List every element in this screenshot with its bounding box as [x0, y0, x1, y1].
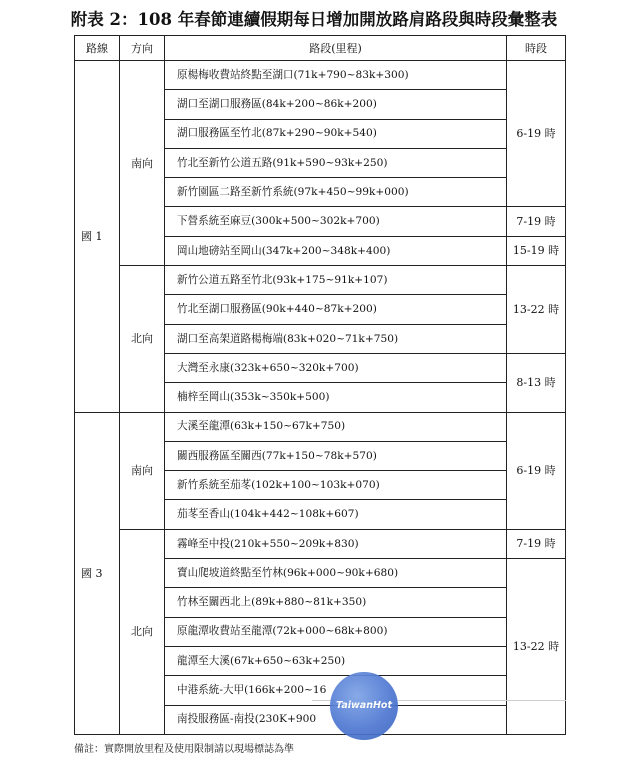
segment-cell: 湖口服務區至竹北(87k+290~90k+540) [165, 119, 507, 148]
header-segment: 路段(里程) [165, 36, 507, 61]
direction-cell: 北向 [120, 529, 165, 734]
direction-cell: 南向 [120, 412, 165, 529]
table-row [75, 412, 566, 441]
segment-cell: 霧峰至中投(210k+550~209k+830) [165, 529, 507, 558]
segment-cell: 大溪至龍潭(63k+150~67k+750) [165, 412, 507, 441]
time-cell: 8-13 時 [507, 353, 566, 412]
footnote: 備註：實際開放里程及使用限制請以現場標誌為準 [74, 744, 294, 755]
taiwanhot-watermark-logo [330, 672, 398, 740]
shoulder-schedule-table [74, 35, 566, 735]
segment-cell: 下營系統至麻豆(300k+500~302k+700) [165, 207, 507, 236]
header-direction: 方向 [120, 36, 165, 61]
time-cell: 13-22 時 [507, 559, 566, 735]
table-row [75, 61, 566, 90]
direction-cell: 南向 [120, 61, 165, 266]
segment-cell: 中港系統-大甲(166k+200~16 [165, 676, 507, 705]
segment-cell: 新竹系統至茄苳(102k+100~103k+070) [165, 471, 507, 500]
header-row [75, 36, 566, 61]
table-row [75, 266, 566, 295]
segment-cell: 新竹公道五路至竹北(93k+175~91k+107) [165, 266, 507, 295]
segment-cell: 湖口至湖口服務區(84k+200~86k+200) [165, 90, 507, 119]
segment-cell: 楠梓至岡山(353k~350k+500) [165, 383, 507, 412]
time-cell: 7-19 時 [507, 207, 566, 236]
road-cell: 國 1 [75, 61, 120, 413]
segment-cell: 寶山爬坡道終點至竹林(96k+000~90k+680) [165, 559, 507, 588]
time-cell: 13-22 時 [507, 266, 566, 354]
watermark-line-right [398, 700, 566, 701]
segment-cell: 原楊梅收費站終點至湖口(71k+790~83k+300) [165, 61, 507, 90]
document-title: 附表 2：108 年春節連續假期每日增加開放路肩路段與時段彙整表 [70, 10, 558, 29]
segment-cell: 茄苳至香山(104k+442~108k+607) [165, 500, 507, 529]
segment-cell: 關西服務區至關西(77k+150~78k+570) [165, 441, 507, 470]
direction-cell: 北向 [120, 266, 165, 412]
segment-cell: 湖口至高架道路楊梅端(83k+020~71k+750) [165, 324, 507, 353]
time-cell: 15-19 時 [507, 236, 566, 265]
header-time: 時段 [507, 36, 566, 61]
segment-cell: 新竹園區二路至新竹系統(97k+450~99k+000) [165, 178, 507, 207]
segment-cell: 龍潭至大溪(67k+650~63k+250) [165, 646, 507, 675]
segment-cell: 大灣至永康(323k+650~320k+700) [165, 353, 507, 382]
table-row [75, 529, 566, 558]
segment-cell: 竹北至湖口服務區(90k+440~87k+200) [165, 295, 507, 324]
header-road: 路線 [75, 36, 120, 61]
road-cell: 國 3 [75, 412, 120, 734]
segment-cell: 竹北至新竹公道五路(91k+590~93k+250) [165, 148, 507, 177]
time-cell: 6-19 時 [507, 61, 566, 207]
time-cell: 6-19 時 [507, 412, 566, 529]
segment-cell: 竹林至關西北上(89k+880~81k+350) [165, 588, 507, 617]
watermark-text: TaiwanHot [336, 700, 392, 711]
time-cell: 7-19 時 [507, 529, 566, 558]
segment-cell: 南投服務區-南投(230K+900 [165, 705, 507, 734]
segment-cell: 岡山地磅站至岡山(347k+200~348k+400) [165, 236, 507, 265]
segment-cell: 原龍潭收費站至龍潭(72k+000~68k+800) [165, 617, 507, 646]
